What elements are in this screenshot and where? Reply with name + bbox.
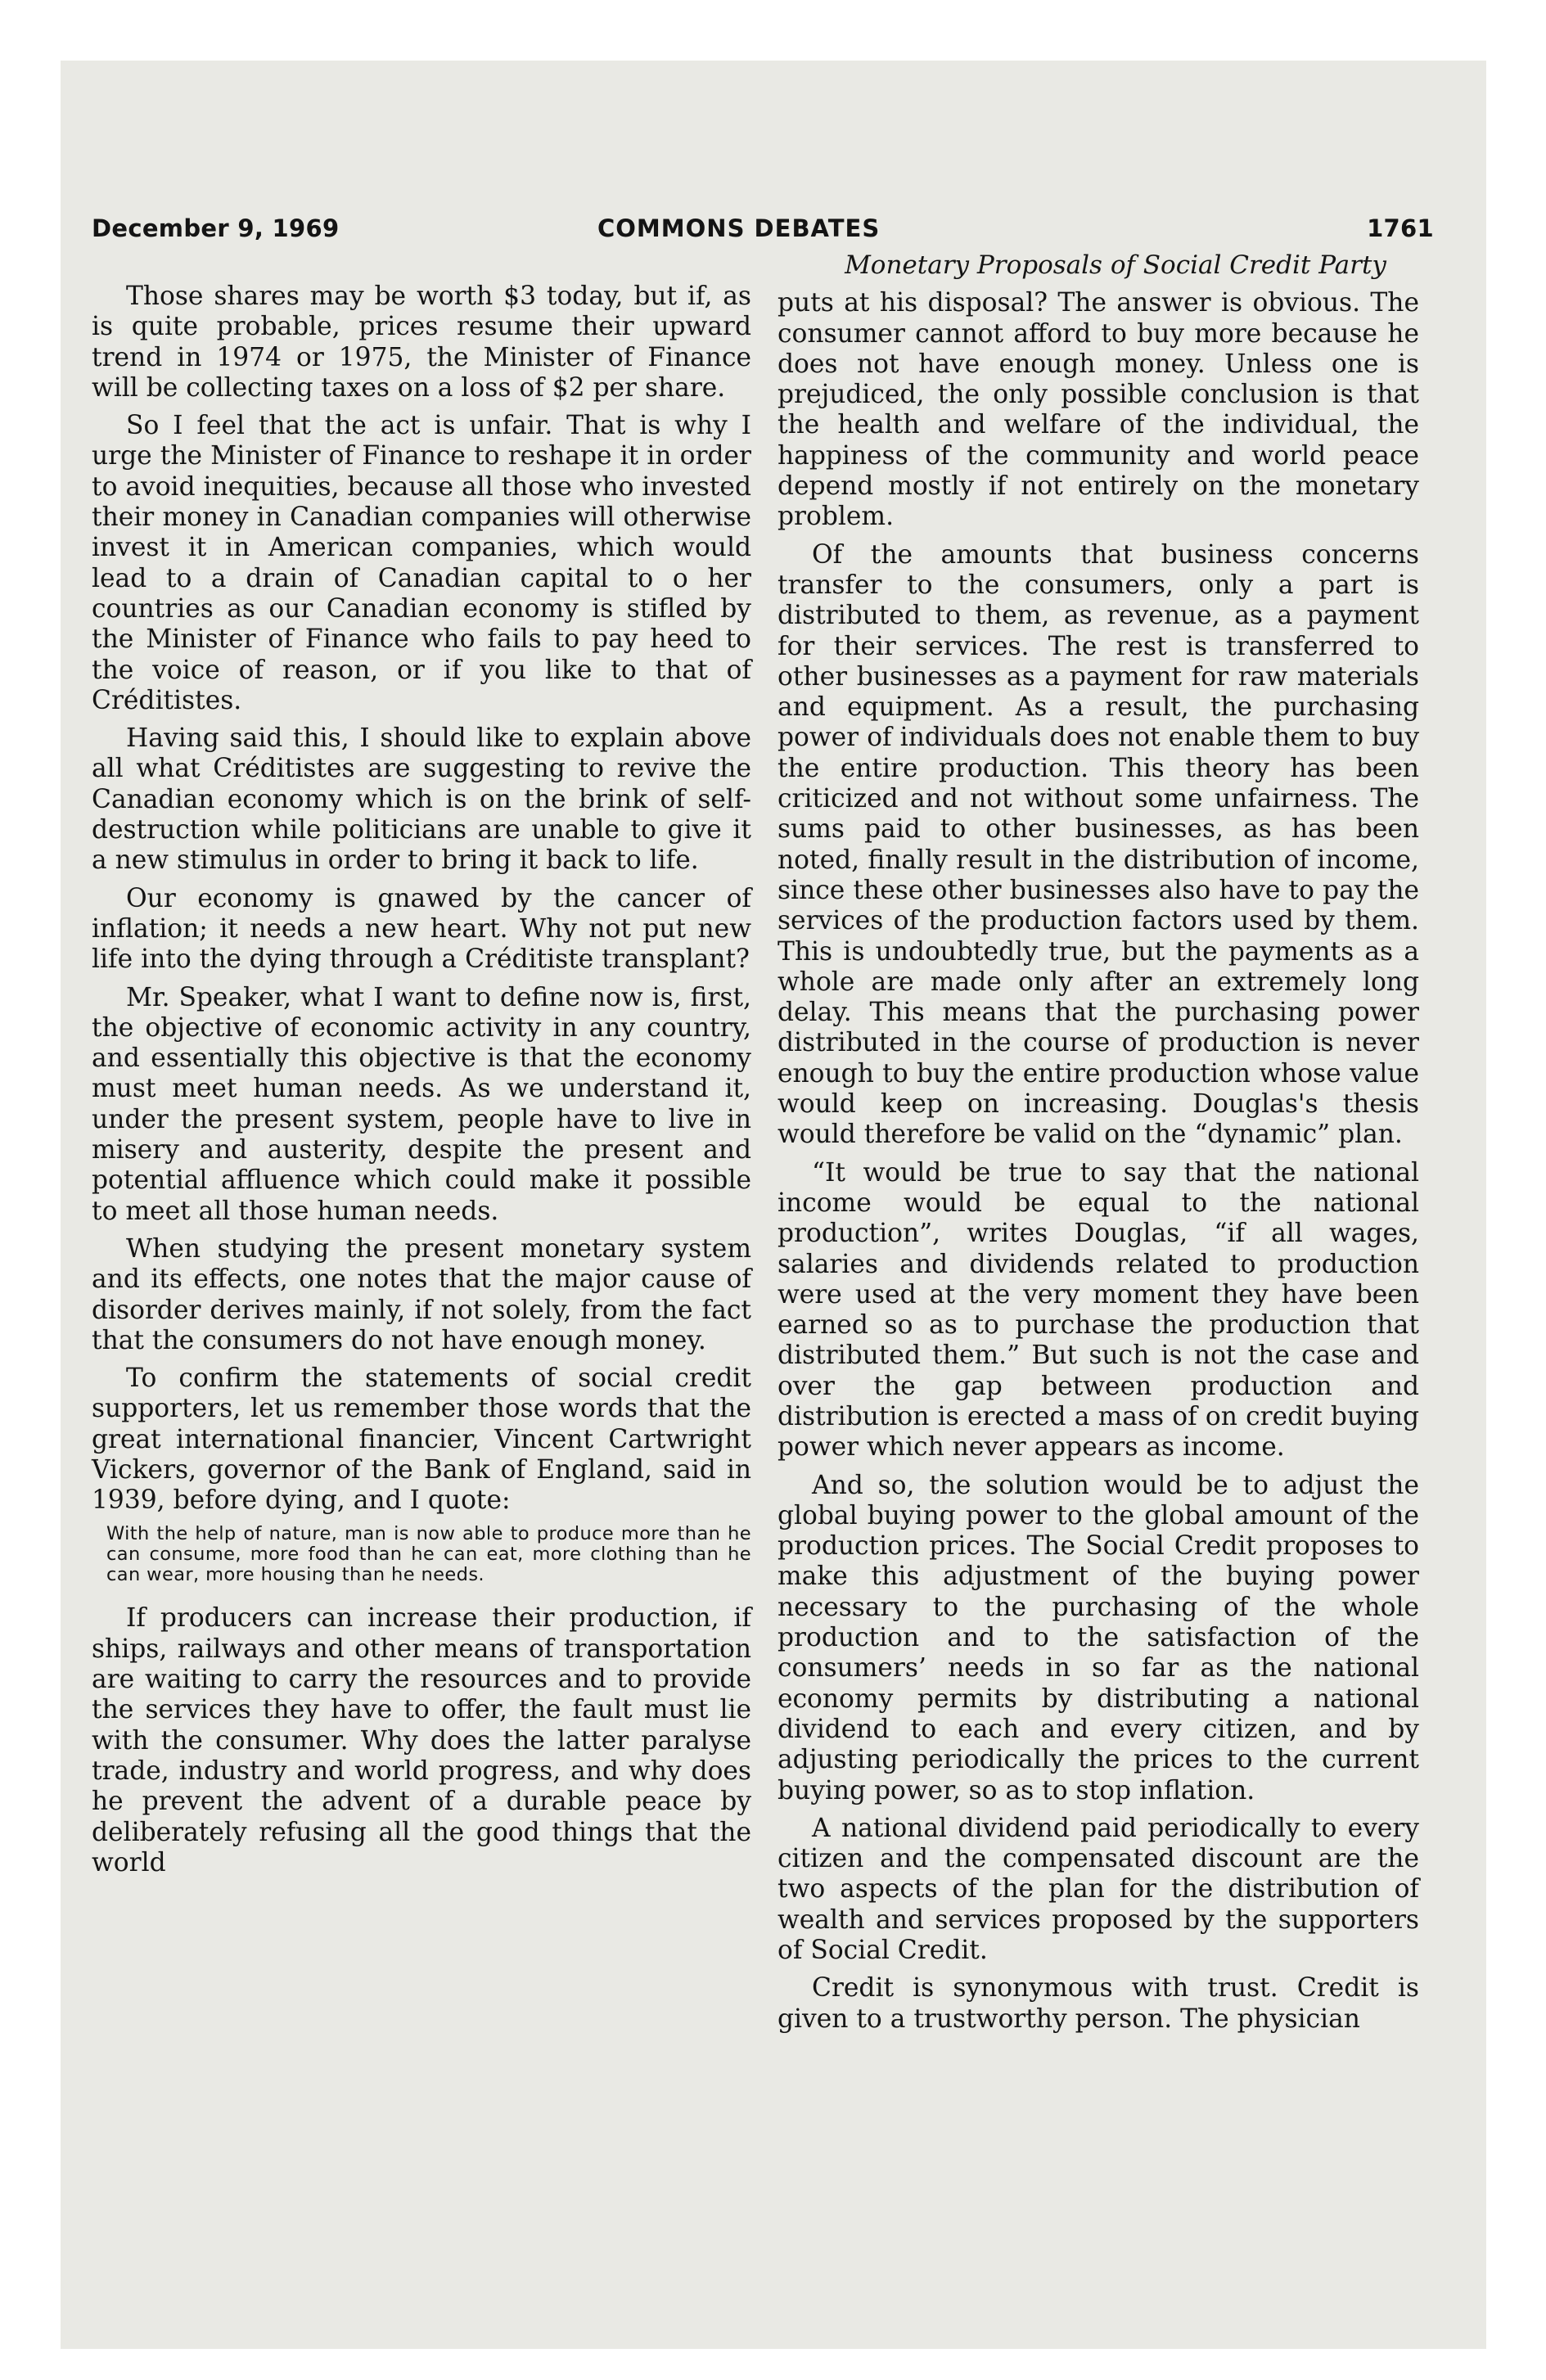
header-page-number: 1761 bbox=[1367, 214, 1434, 242]
paragraph: A national dividend paid periodically to every citizen and the compensated discount are the two aspects of the plan for the distribution of wealth and services proposed by the supporters of Social Credit. bbox=[778, 1813, 1419, 1966]
header-journal-title: COMMONS DEBATES bbox=[597, 214, 881, 242]
paragraph: Having said this, I should like to explain above all what Créditistes are suggesting to revive the Canadian economy which is on the brink of self-destruction while politicians are unable to give it a new stimulus in order to bring it back to life. bbox=[92, 723, 751, 876]
paragraph: And so, the solution would be to adjust the global buying power to the global amount of the production prices. The Social Credit proposes to make this adjustment of the buying power necessary to the purchasing of the whole production and to the satisfaction of the consumers’ needs in so far as the national economy permits by distributing a national dividend to each and every citizen, and by adjusting periodically the prices to the current buying power, so as to stop inflation. bbox=[778, 1470, 1419, 1805]
left-column bbox=[92, 282, 751, 1886]
paragraph: Credit is synonymous with trust. Credit is given to a trustworthy person. The physician bbox=[778, 1973, 1419, 2034]
running-header bbox=[92, 214, 1434, 252]
paragraph: Of the amounts that business concerns transfer to the consumers, only a part is distributed to them, as revenue, as a payment for their services. The rest is transferred to other businesses as a payment for raw materials and equipment. As a result, the purchasing power of individuals does not enable them to buy the entire production. This theory has been criticized and not without some unfairness. The sums paid to other businesses, as has been noted, finally result in the distribution of income, since these other businesses also have to pay the services of the production factors used by them. This is undoubtedly true, but the payments as a whole are made only after an extremely long delay. This means that the purchasing power distributed in the course of production is never enough to buy the entire production whose value would keep on increasing. Douglas's thesis would therefore be valid on the “dynamic” plan. bbox=[778, 539, 1419, 1150]
paragraph: When studying the present monetary system and its effects, one notes that the major cause of disorder derives mainly, if not solely, from the fact that the consumers do not have enough money. bbox=[92, 1233, 751, 1355]
paragraph: To confirm the statements of social credit supporters, let us remember those words that the great international financier, Vincent Cartwright Vickers, governor of the Bank of England, said in 1939, before dying, and I quote: bbox=[92, 1364, 751, 1516]
paragraph: If producers can increase their production, if ships, railways and other means of transportation are waiting to carry the resources and to provide the services they have to offer, the fault must lie with the consumer. Why does the latter paralyse trade, industry and world progress, and why does he prevent the advent of a durable peace by deliberately refusing all the good things that the world bbox=[92, 1603, 751, 1877]
block-quote: With the help of nature, man is now able to produce more than he can consume, more food than he can eat, more clothing than he can wear, more housing than he needs. bbox=[106, 1522, 751, 1586]
header-date: December 9, 1969 bbox=[92, 214, 340, 242]
paragraph: Our economy is gnawed by the cancer of inflation; it needs a new heart. Why not put new life into the dying through a Créditiste transplant? bbox=[92, 883, 751, 975]
paragraph-continuation: puts at his disposal? The answer is obvious. The consumer cannot afford to buy more because he does not have enough money. Unless one is prejudiced, the only possible conclusion is that the health and welfare of the individual, the happiness of the community and world peace depend mostly if not entirely on the monetary problem. bbox=[778, 288, 1419, 532]
paragraph: Mr. Speaker, what I want to define now is, first, the objective of economic activity in any country, and essentially this objective is that the economy must meet human needs. As we understand it, under the present system, people have to live in misery and austerity, despite the present and potential affluence which could make it possible to meet all those human needs. bbox=[92, 982, 751, 1226]
paragraph: “It would be true to say that the national income would be equal to the national production”, writes Douglas, “if all wages, salaries and dividends related to production were used at the very moment they have been earned so as to purchase the production that distributed them.” But such is not the case and over the gap between production and distribution is erected a mass of on credit buying power which never appears as income. bbox=[778, 1157, 1419, 1463]
paragraph: So I feel that the act is unfair. That is why I urge the Minister of Finance to reshape it in order to avoid inequities, because all those who invested their money in Canadian companies will otherwise invest it in American companies, which would lead to a drain of Canadian capital to o her countries as our Canadian economy is stifled by the Minister of Finance who fails to pay heed to the voice of reason, or if you like to that of Créditistes. bbox=[92, 411, 751, 715]
section-title: Monetary Proposals of Social Credit Party bbox=[845, 250, 1386, 280]
right-column bbox=[778, 250, 1419, 2042]
paragraph: Those shares may be worth $3 today, but if, as is quite probable, prices resume their upward trend in 1974 or 1975, the Minister of Finance will be collecting taxes on a loss of $2 per share. bbox=[92, 282, 751, 403]
